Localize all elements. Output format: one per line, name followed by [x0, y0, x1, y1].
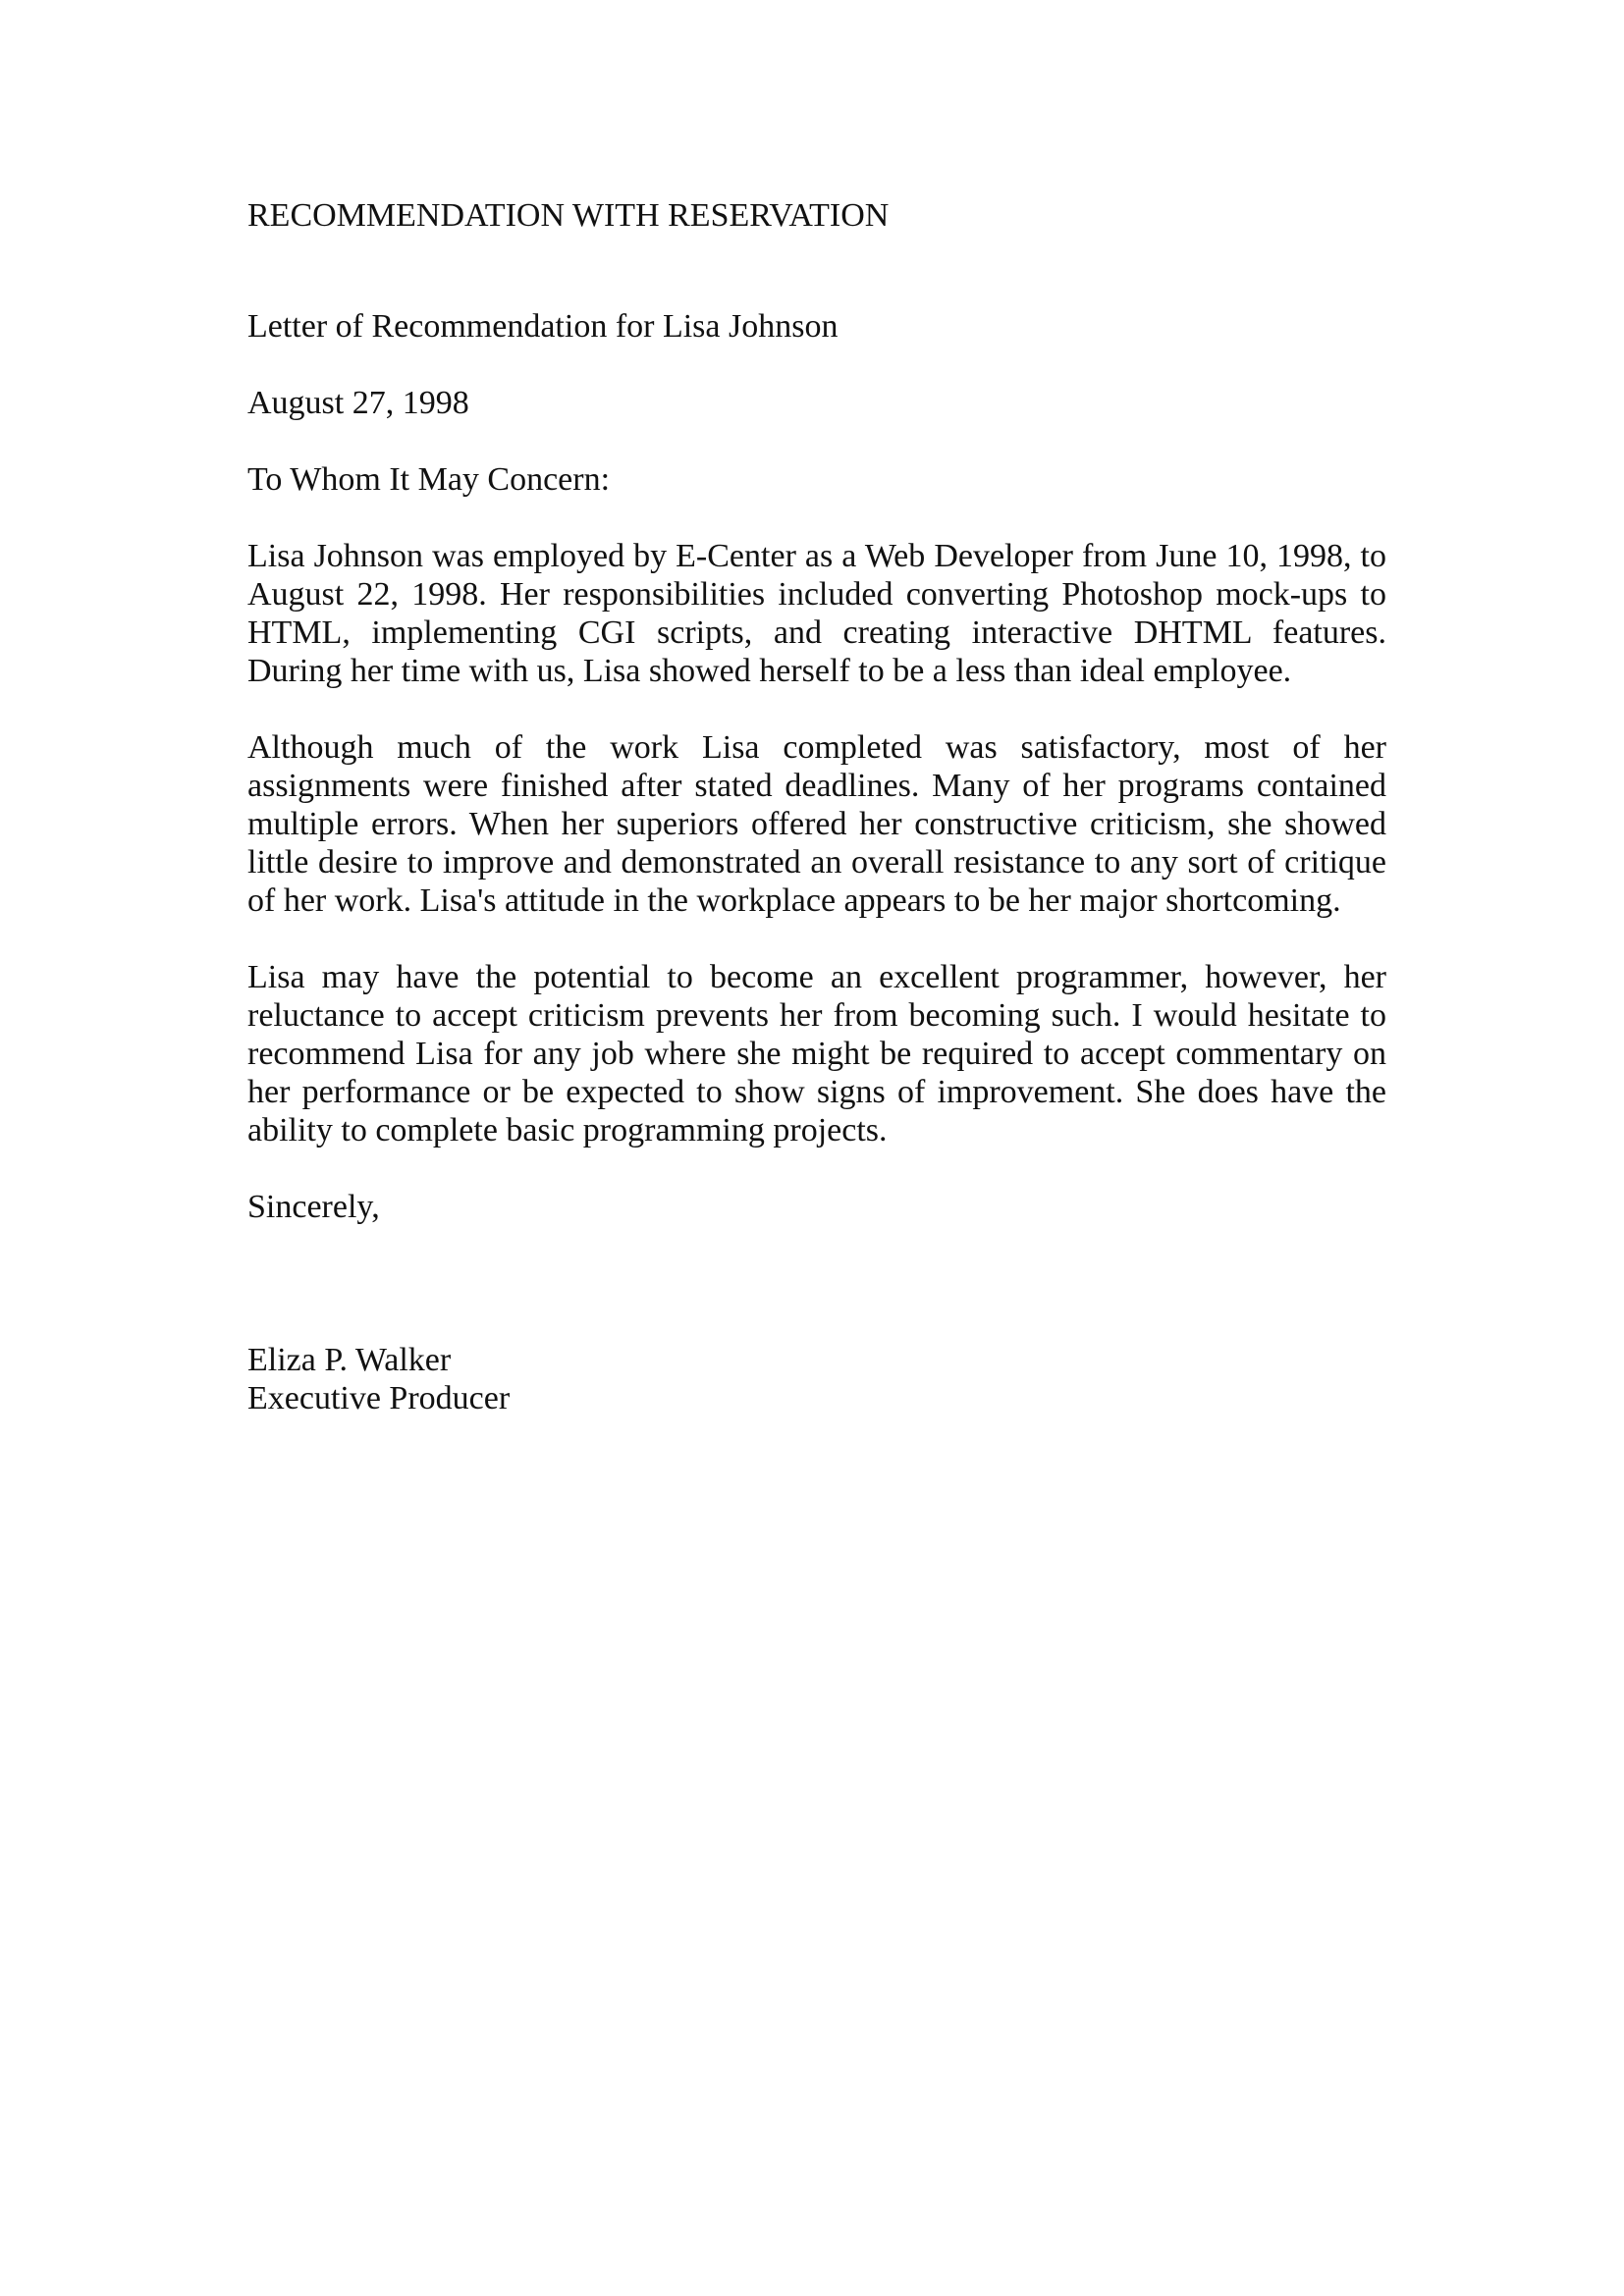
- signer-name: Eliza P. Walker: [247, 1342, 452, 1378]
- closing: Sincerely,: [247, 1189, 380, 1225]
- paragraph-employment: Lisa Johnson was employed by E-Center as a Web Developer from June 10, 1998, to August 22, 1998. Her responsibilities included converting Photoshop mock-ups to HTML, implementing CGI scripts, and creating interactive DHTML features. During her time with us, Lisa showed herself to be a less than ideal employee.: [247, 538, 1386, 689]
- paragraph-recommendation: Lisa may have the potential to become an excellent programmer, however, her reluctance to accept criticism prevents her from becoming such. I would hesitate to recommend Lisa for any job where she might be required to accept commentary on her performance or be expected to show signs of improvement. She does have the ability to complete basic programming projects.: [247, 959, 1386, 1148]
- letter-body: [247, 196, 1386, 1417]
- signer-title: Executive Producer: [247, 1380, 511, 1416]
- paragraph-performance: Although much of the work Lisa completed was satisfactory, most of her assignments were finished after stated deadlines. Many of her programs contained multiple errors. When her superiors offered her constructive criticism, she showed little desire to improve and demonstrated an overall resistance to any sort of critique of her work. Lisa's attitude in the workplace appears to be her major shortcoming.: [247, 729, 1386, 919]
- letter-subject: Letter of Recommendation for Lisa Johnson: [247, 308, 839, 345]
- signature-block: [247, 1341, 1386, 1417]
- letter-date: August 27, 1998: [247, 385, 469, 421]
- salutation: To Whom It May Concern:: [247, 461, 611, 498]
- letter-heading: RECOMMENDATION WITH RESERVATION: [247, 197, 890, 234]
